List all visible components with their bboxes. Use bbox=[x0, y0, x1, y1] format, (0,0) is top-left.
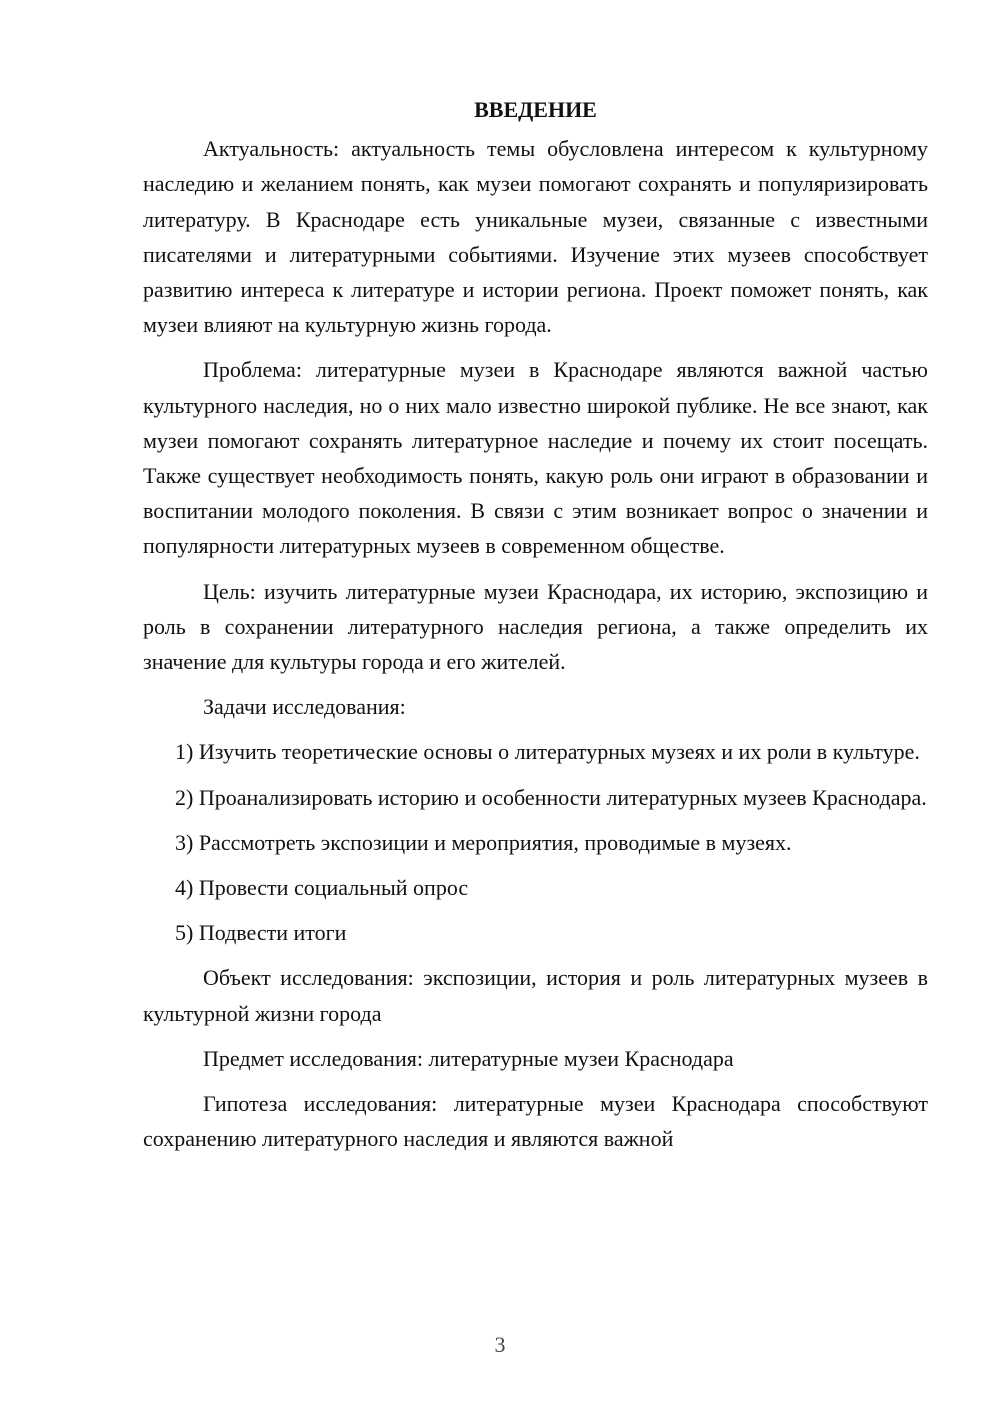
paragraph-hypothesis: Гипотеза исследования: литературные музеи Краснодара способствуют сохранению литературного наследия и являются важной bbox=[143, 1091, 928, 1152]
page-number: 3 bbox=[494, 1332, 506, 1357]
document-page bbox=[143, 92, 928, 1166]
paragraph-problem: Проблема: литературные музеи в Краснодаре являются важной частью культурного наследия, но о них мало известно широкой публике. Не все знают, как музеи помогают сохранять литературное наследие и почему их стоит посещать. Также существует необходимость понять, какую роль они играют в образовании и воспитании молодого поколения. В связи с этим возникает вопрос о значении и популярности литературных музеев в современном обществе. bbox=[143, 357, 928, 559]
paragraph-relevance: Актуальность: актуальность темы обусловлена интересом к культурному наследию и желанием понять, как музеи помогают сохранять и популяризировать литературу. В Краснодаре есть уникальные музеи, связанные с известными писателями и литературными событиями. Изучение этих музеев способствует развитию интереса к литературе и истории региона. Проект поможет понять, как музеи влияют на культурную жизнь города. bbox=[143, 136, 928, 338]
task-item-4: 4) Провести социальный опрос bbox=[175, 875, 469, 901]
task-item-5: 5) Подвести итоги bbox=[175, 920, 347, 946]
task-item-2: 2) Проанализировать историю и особенности литературных музеев Краснодара. bbox=[175, 784, 927, 810]
document-title: ВВЕДЕНИЕ bbox=[474, 97, 597, 122]
paragraph-tasks-heading: Задачи исследования: bbox=[203, 694, 406, 720]
paragraph-subject: Предмет исследования: литературные музеи Краснодара bbox=[203, 1045, 734, 1071]
paragraph-goal: Цель: изучить литературные музеи Краснодара, их историю, экспозицию и роль в сохранении литературного наследия региона, а также определить их значение для культуры города и его жителей. bbox=[143, 578, 928, 675]
task-item-1: 1) Изучить теоретические основы о литературных музеях и их роли в культуре. bbox=[175, 739, 920, 765]
paragraph-object: Объект исследования: экспозиции, история и роль литературных музеев в культурной жизни города bbox=[143, 965, 928, 1026]
task-item-3: 3) Рассмотреть экспозиции и мероприятия, проводимые в музеях. bbox=[175, 829, 792, 855]
